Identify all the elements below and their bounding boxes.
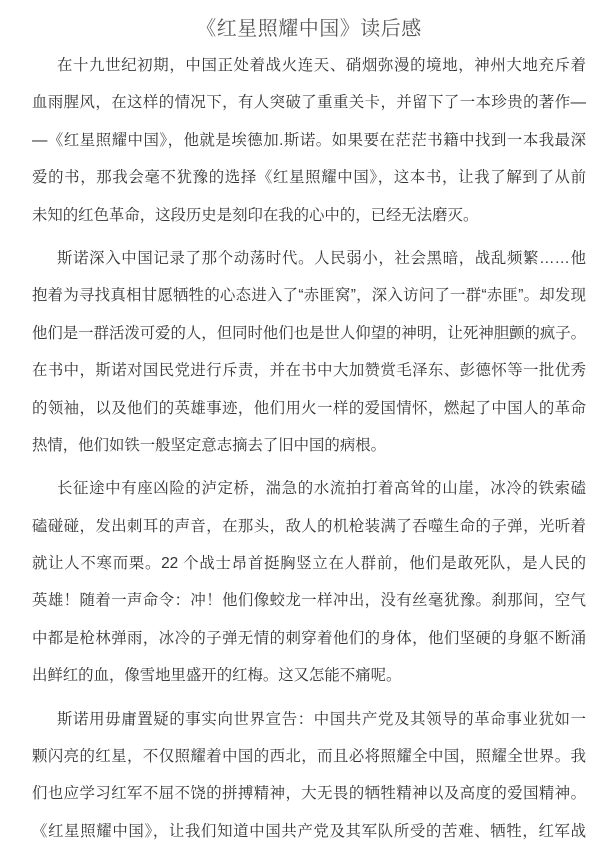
text-line: 热情，他们如铁一般坚定意志摘去了旧中国的病根。 <box>32 436 386 454</box>
text-line: 未知的红色革命，这段历史是刻印在我的心中的，已经无法磨灭。 <box>32 206 479 224</box>
text-line: 颗闪亮的红星，不仅照耀着中国的西北，而且必将照耀全中国，照耀全世界。我 <box>32 748 586 766</box>
text-line: 的领袖，以及他们的英雄事迹，他们用火一样的爱国情怀，燃起了中国人的革命 <box>32 399 586 417</box>
text-line: 出鲜红的血，像雪地里盛开的红梅。这又怎能不痛呢。 <box>32 667 402 685</box>
text-line: 中都是枪林弹雨，冰冷的子弹无情的刺穿着他们的身体，他们坚硬的身躯不断涌 <box>32 629 586 647</box>
text-line: 血雨腥风，在这样的情况下，有人突破了重重关卡，并留下了一本珍贵的著作— <box>32 94 586 112</box>
text-line: 在十九世纪初期，中国正处着战火连天、硝烟弥漫的境地，神州大地充斥着 <box>57 57 586 74</box>
text-line: 《红星照耀中国》，让我们知道中国共产党及其军队所受的苦难、牺牲，红军战 <box>32 822 586 840</box>
document-title: 《红星照耀中国》读后感 <box>196 18 422 40</box>
text-line: 抱着为寻找真相甘愿牺牲的心态进入了“赤匪窝”，深入访问了一群“赤匪”。却发现 <box>32 287 586 305</box>
text-line: 斯诺用毋庸置疑的事实向世界宣告：中国共产党及其领导的革命事业犹如一 <box>57 710 586 728</box>
paragraph <box>32 470 586 694</box>
paragraph <box>32 47 586 234</box>
paragraph <box>32 240 586 464</box>
text-line: 磕碰碰，发出刺耳的声音，在那头，敌人的机枪装满了吞噬生命的子弹，光听着 <box>32 517 586 535</box>
text-line: 在书中，斯诺对国民党进行斥责，并在书中大加赞赏毛泽东、彭德怀等一批优秀 <box>32 362 586 380</box>
text-line: 们也应学习红军不屈不饶的拼搏精神，大无畏的牺牲精神以及高度的爱国精神。 <box>32 785 586 803</box>
text-line: —《红星照耀中国》，他就是埃德加.斯诺。如果要在茫茫书籍中找到一本我最深 <box>32 131 586 149</box>
text-line: 爱的书，那我会毫不犹豫的选择《红星照耀中国》，这本书，让我了解到了从前 <box>32 169 586 187</box>
text-line: 他们是一群活泼可爱的人，但同时他们也是世人仰望的神明，让死神胆颤的疯子。 <box>32 324 586 342</box>
paragraph <box>32 701 586 851</box>
text-line: 斯诺深入中国记录了那个动荡时代。人民弱小，社会黑暗，战乱频繁……他 <box>57 249 586 267</box>
text-line: 长征途中有座凶险的泸定桥，湍急的水流拍打着高耸的山崖，冰冷的铁索磕 <box>57 480 586 498</box>
document-body <box>32 47 586 850</box>
text-line: 就让人不寒而栗。22 个战士昂首挺胸竖立在人群前，他们是敢死队，是人民的 <box>32 555 586 573</box>
text-line: 英雄！随着一声命令：冲！他们像蛟龙一样冲出，没有丝毫犹豫。刹那间，空气 <box>32 592 586 610</box>
